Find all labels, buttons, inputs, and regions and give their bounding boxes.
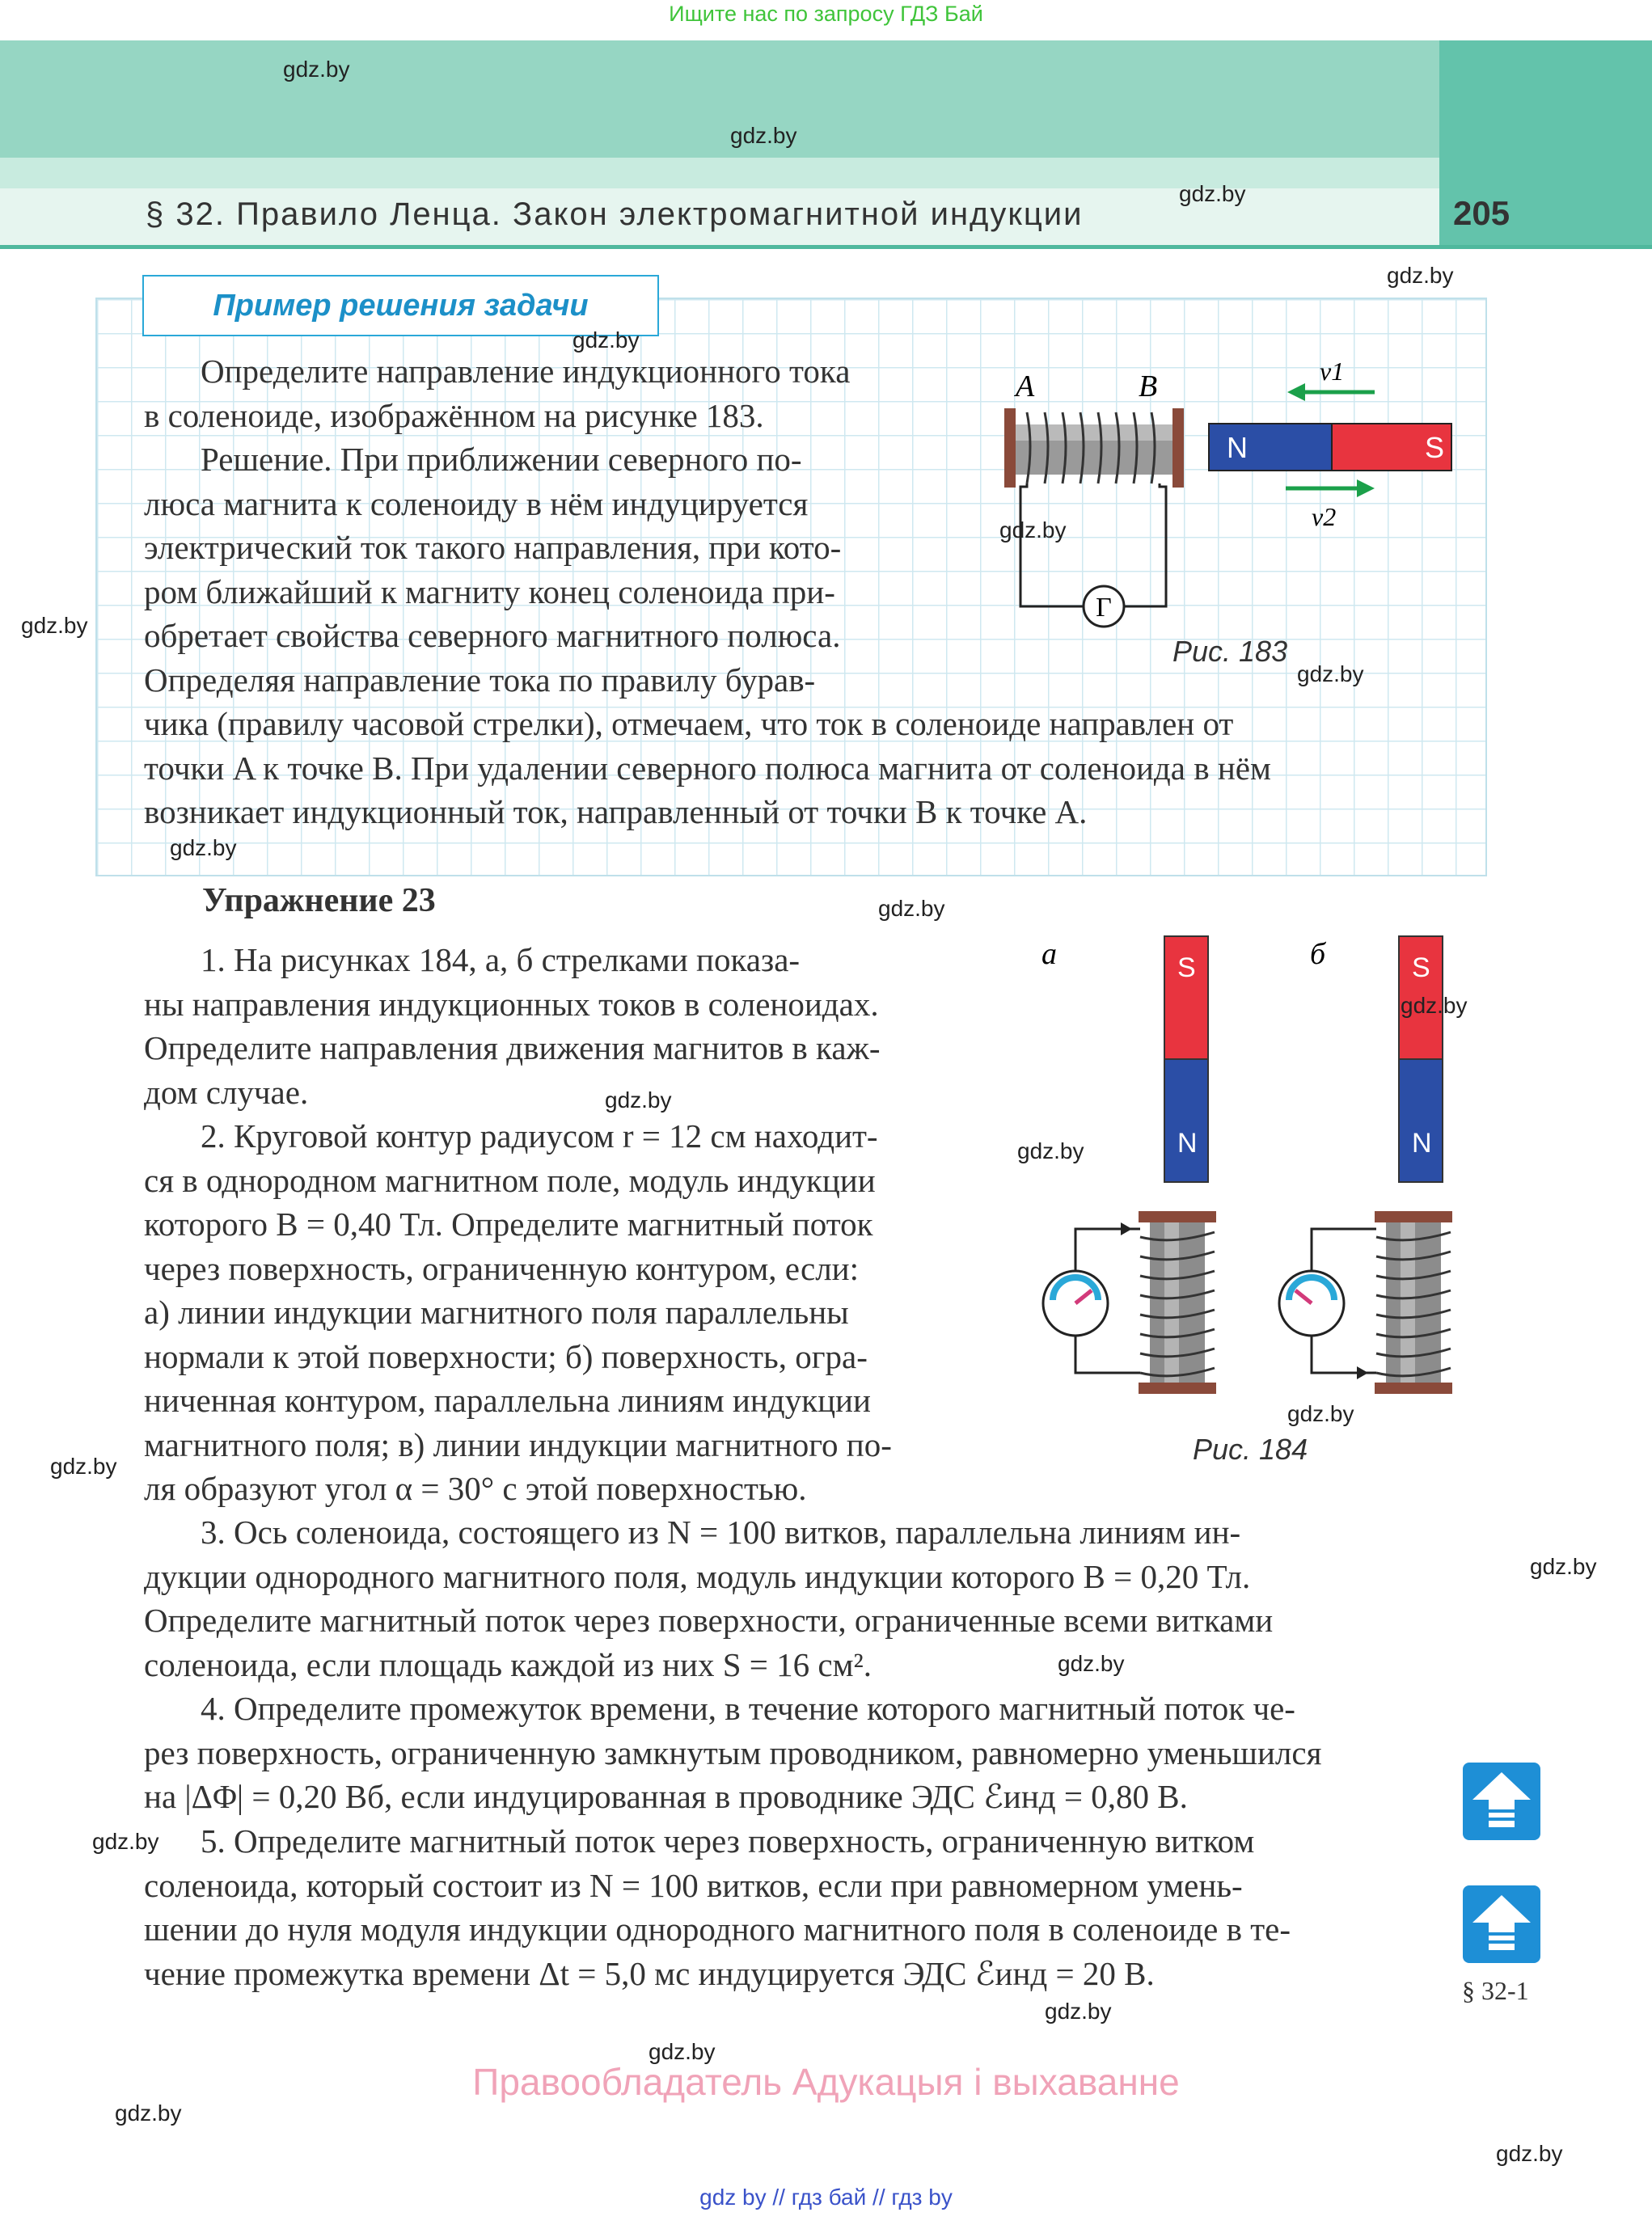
task-line: 2. Круговой контур радиусом r = 12 см находит- [201, 1117, 878, 1155]
watermark: gdz.by [649, 2039, 716, 2064]
magnet-s-label: S [1425, 431, 1445, 464]
solution-line: Решение. При приближении северного по- [201, 441, 802, 478]
solution-line: ром ближайший к магниту конец соленоида при- [144, 572, 835, 610]
task-line: чение промежутка времени Δt = 5,0 мс индуцируется ЭДС ℰинд = 20 В. [144, 1954, 1155, 1992]
problem-line: в соленоиде, изображённом на рисунке 183. [144, 396, 764, 434]
task-line: дом случае. [144, 1073, 309, 1111]
solution-line: Определяя направление тока по правилу бурав- [144, 661, 816, 699]
point-a-label: A [1016, 369, 1035, 403]
example-problem [144, 349, 953, 437]
example-solution-short [144, 437, 953, 702]
watermark: gdz.by [92, 1829, 159, 1854]
section-ref-link[interactable]: § 32-1 [1462, 1976, 1529, 2005]
watermark: gdz.by [605, 1087, 672, 1112]
watermark: gdz.by [1496, 2141, 1563, 2166]
watermark: gdz.by [1297, 661, 1364, 686]
point-b-label: B [1139, 369, 1158, 403]
task-line: магнитного поля; в) линии индукции магнитного по- [144, 1425, 892, 1463]
header-rule [0, 245, 1652, 249]
watermark: gdz.by [572, 327, 640, 353]
task-line: 5. Определите магнитный поток через поверхность, ограниченную витком [201, 1822, 1255, 1860]
task-line: ся в однородном магнитном поле, модуль индукции [144, 1161, 876, 1199]
task-line: ны направления индукционных токов в соленоидах. [144, 985, 879, 1023]
task-line: а) линии индукции магнитного поля параллельны [144, 1294, 849, 1331]
task-line: шении до нуля модуля индукции однородного магнитного поля в соленоиде в те- [144, 1910, 1291, 1948]
watermark: gdz.by [1179, 181, 1246, 206]
watermark: gdz.by [1401, 993, 1468, 1018]
solution-line: электрический ток такого направления, при кото- [144, 529, 842, 566]
panel-a-label: а [1041, 937, 1057, 971]
task-line: через поверхность, ограниченную контуром, если: [144, 1249, 860, 1287]
task-line: 4. Определите промежуток времени, в течение которого магнитный поток че- [201, 1690, 1295, 1727]
watermark: gdz.by [1287, 1401, 1354, 1426]
task-line: ля образуют угол α = 30° с этой поверхностью. [144, 1470, 807, 1507]
task-line: на |ΔΦ| = 0,20 Вб, если индуцированная в проводнике ЭДС ℰинд = 0,80 В. [144, 1778, 1188, 1815]
copyright-owner: Правообладатель Адукацыя і выхаванне [472, 2061, 1180, 2103]
problem-line: Определите направление индукционного тока [201, 353, 851, 390]
magnet-a-n-label: N [1177, 1128, 1198, 1159]
solenoid-183 [1004, 408, 1184, 606]
task-line: соленоида, если площадь каждой из них S = 16 см². [144, 1645, 872, 1683]
figure-183 [995, 356, 1480, 663]
task-line: 1. На рисунках 184, а, б стрелками показа- [201, 941, 801, 978]
watermark: gdz.by [21, 613, 88, 638]
solution-line: обретает свойства северного магнитного полюса. [144, 617, 841, 654]
figure-183-caption: Рис. 183 [1172, 635, 1288, 668]
velocity-arrow-v2 [1286, 479, 1375, 497]
task-line: соленоида, который состоит из N = 100 витков, если при равномерном умень- [144, 1866, 1243, 1904]
task-2 [144, 1114, 985, 1511]
watermark: gdz.by [170, 835, 237, 860]
task-line: 3. Ось соленоида, состоящего из N = 100 витков, параллельна линиям ин- [201, 1514, 1241, 1551]
task-line: дукции однородного магнитного поля, модуль индукции которого B = 0,20 Тл. [144, 1557, 1251, 1595]
watermark: gdz.by [283, 57, 350, 82]
nav-up-button-1[interactable] [1461, 1761, 1542, 1842]
page-number: 205 [1453, 194, 1510, 232]
solution-line: люса магнита к соленоиду в нём индуцируется [144, 484, 809, 522]
watermark: gdz.by [1058, 1651, 1125, 1676]
watermark: gdz.by [115, 2100, 182, 2126]
footer-links[interactable]: gdz by // гдз бай // гдз by [699, 2185, 953, 2210]
magnet-b-n-label: N [1412, 1128, 1432, 1159]
top-banner[interactable]: Ищите нас по запросу ГДЗ Бай [669, 2, 983, 26]
watermark: gdz.by [1530, 1554, 1597, 1579]
magnet-n-label: N [1227, 431, 1248, 464]
task-3 [144, 1510, 1438, 1687]
watermark: gdz.by [999, 517, 1067, 543]
exercise-title: Упражнение 23 [202, 882, 436, 919]
watermark: gdz.by [50, 1454, 117, 1479]
task-line: Определите направления движения магнитов в каж- [144, 1029, 881, 1066]
task-line: Определите магнитный поток через поверхности, ограниченные всеми витками [144, 1602, 1274, 1639]
velocity-arrow-v1 [1287, 383, 1375, 401]
task-line: ниченная контуром, параллельна линиям индукции [144, 1382, 871, 1419]
example-label: Пример решения задачи [142, 275, 659, 336]
solution-line: чика (правилу часовой стрелки), отмечаем, что ток в соленоиде направлен от [144, 705, 1234, 742]
magnet-b-north [1399, 1059, 1443, 1182]
panel-b-label: б [1310, 937, 1326, 971]
magnet-a-s-label: S [1177, 952, 1196, 983]
watermark: gdz.by [1045, 1999, 1112, 2024]
magnet-b-s-label: S [1412, 952, 1430, 983]
task-line: которого B = 0,40 Тл. Определите магнитный поток [144, 1205, 873, 1243]
task-line: нормали к этой поверхности; б) поверхность, огра- [144, 1337, 868, 1375]
v1-label: v1 [1320, 357, 1345, 386]
task-4 [144, 1687, 1438, 1819]
task-line: рез поверхность, ограниченную замкнутым проводником, равномерно уменьшился [144, 1733, 1322, 1771]
magnet-a-north [1164, 1059, 1208, 1182]
watermark: gdz.by [1387, 263, 1454, 288]
watermark: gdz.by [1017, 1138, 1084, 1163]
solution-line: возникает индукционный ток, направленный от точки B к точке A. [144, 793, 1088, 830]
task-5 [144, 1819, 1438, 1995]
header-band [0, 40, 1439, 158]
figure-184-caption: Рис. 184 [1193, 1433, 1308, 1466]
watermark: gdz.by [730, 123, 797, 148]
section-title: § 32. Правило Ленца. Закон электромагнитной индукции [146, 196, 1084, 232]
watermark: gdz.by [878, 896, 945, 921]
solution-line: точки A к точке B. При удалении северного полюса магнита от соленоида в нём [144, 749, 1271, 787]
v2-label: v2 [1312, 502, 1337, 531]
galvanometer-label: Г [1096, 593, 1112, 623]
example-solution-wide [144, 702, 1438, 834]
nav-up-button-2[interactable] [1461, 1884, 1542, 1965]
task-1 [144, 938, 985, 1114]
